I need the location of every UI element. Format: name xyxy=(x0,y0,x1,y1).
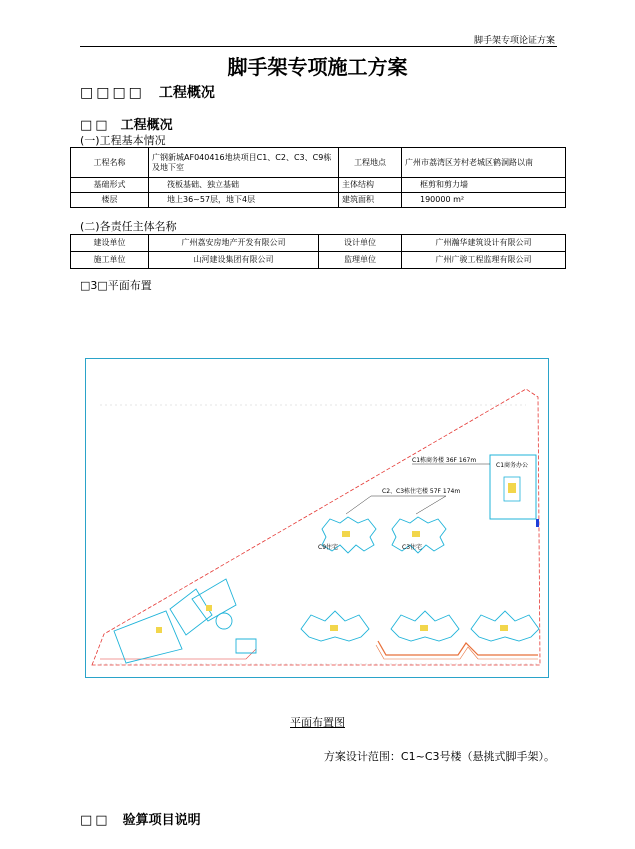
leader-line xyxy=(346,496,446,514)
west-cluster xyxy=(114,579,256,663)
chapter-2-heading xyxy=(80,809,201,828)
table-cell: 地上36~57层，地下4层 xyxy=(149,193,339,208)
chapter-1-title: 工程概况 xyxy=(158,85,215,101)
basic-info-heading: (一)工程基本情况 xyxy=(80,134,166,147)
table-cell: 基础形式 xyxy=(71,178,149,193)
figure-caption: 平面布置图 xyxy=(290,716,345,729)
design-scope-text: 方案设计范围：C1~C3号楼（悬挑式脚手架）。 xyxy=(323,750,555,763)
table-cell: 190000 m² xyxy=(402,193,566,208)
label-c1-office: C1商务办公 xyxy=(496,462,529,469)
table-row xyxy=(71,252,566,269)
table-cell: 建筑面积 xyxy=(339,193,402,208)
running-header: 脚手架专项论证方案 xyxy=(473,36,555,46)
site-plan-svg xyxy=(86,359,548,677)
table-cell: 广钢新城AF040416地块项目C1、C2、C3、C9栋及地下室 xyxy=(149,148,339,178)
table-cell: 广州广骏工程监理有限公司 xyxy=(402,252,566,269)
label-c9: C9住宅 xyxy=(318,544,339,551)
podium-tower-1 xyxy=(301,611,369,641)
podium-tower-2 xyxy=(391,611,459,641)
table-cell: 监理单位 xyxy=(319,252,402,269)
layout-section-heading: □3□平面布置 xyxy=(80,279,152,292)
table-row xyxy=(71,148,566,178)
table-row xyxy=(71,235,566,252)
table-cell: 广州市荔湾区芳村老城区鹤洞路以南 xyxy=(402,148,566,178)
scaffold-outline xyxy=(376,645,538,659)
section-1-number: □□ xyxy=(80,118,111,133)
table-cell: 广州荔安房地产开发有限公司 xyxy=(149,235,319,252)
table-cell: 施工单位 xyxy=(71,252,149,269)
table-cell: 楼层 xyxy=(71,193,149,208)
document-title: 脚手架专项施工方案 xyxy=(227,55,408,79)
label-c2-c3: C2、C3栋住宅楼 57F 174m xyxy=(382,488,461,495)
table-cell: 广州瀚华建筑设计有限公司 xyxy=(402,235,566,252)
chapter-2-title: 验算项目说明 xyxy=(122,813,201,828)
parties-table xyxy=(70,234,566,269)
chapter-1-heading xyxy=(80,82,215,102)
table-cell: 主体结构 xyxy=(339,178,402,193)
table-cell: 山河建设集团有限公司 xyxy=(149,252,319,269)
chapter-1-number: □□□□ xyxy=(80,85,145,101)
podium-tower-3 xyxy=(471,611,539,641)
inner-boundary xyxy=(100,649,256,659)
table-cell: 建设单位 xyxy=(71,235,149,252)
scaffold-outline xyxy=(378,641,538,655)
chapter-2-number: □□ xyxy=(80,813,111,828)
table-row xyxy=(71,193,566,208)
parties-heading: (二)各责任主体名称 xyxy=(80,220,177,233)
table-cell: 工程地点 xyxy=(339,148,402,178)
table-cell: 设计单位 xyxy=(319,235,402,252)
site-plan-drawing xyxy=(85,358,549,678)
table-row xyxy=(71,178,566,193)
table-cell: 筏板基础、独立基础 xyxy=(149,178,339,193)
header-rule xyxy=(80,46,557,47)
basic-info-table xyxy=(70,147,566,208)
table-cell: 工程名称 xyxy=(71,148,149,178)
site-boundary xyxy=(92,389,540,665)
label-c1-tower: C1栋商务楼 36F 167m xyxy=(412,457,477,464)
section-1-title: 工程概况 xyxy=(120,118,173,133)
section-1-heading xyxy=(80,114,173,133)
label-c3: C3住宅 xyxy=(402,544,423,551)
table-cell: 框剪和剪力墙 xyxy=(402,178,566,193)
